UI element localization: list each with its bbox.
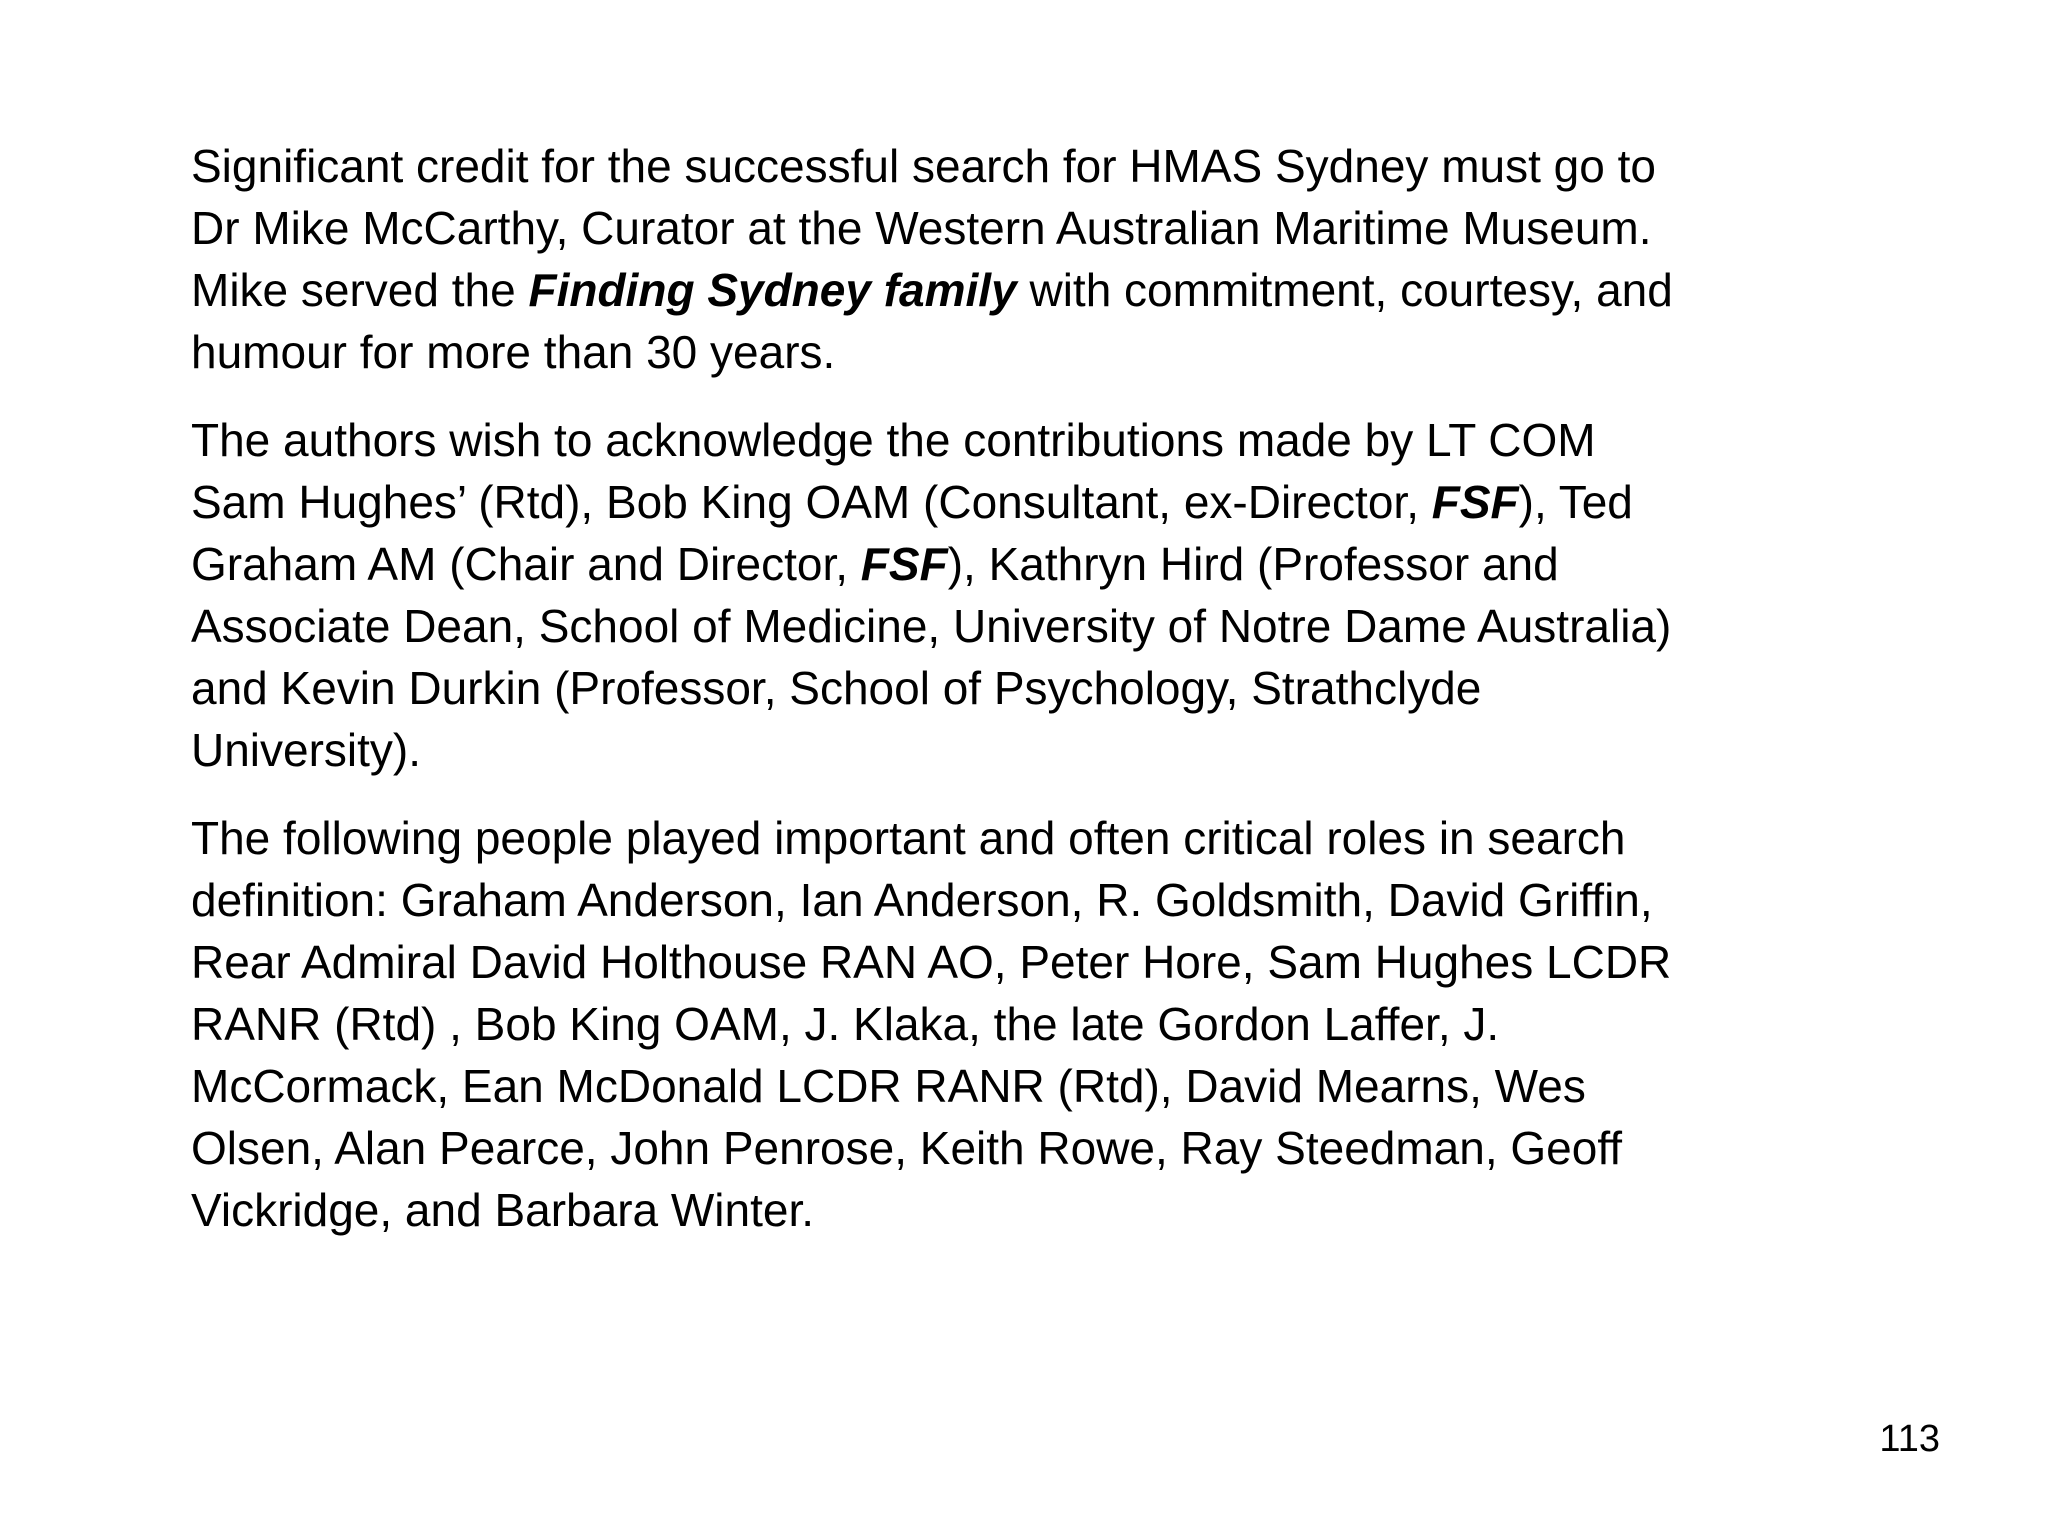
text-line [191, 657, 1911, 719]
text-line [191, 807, 1911, 869]
text-line [191, 1117, 1911, 1179]
text-line [191, 1179, 1911, 1241]
text-segment: ), Ted [1518, 476, 1633, 528]
text-segment: Olsen, Alan Pearce, John Penrose, Keith Rowe, Ray Steedman, Geoff [191, 1122, 1623, 1174]
text-segment: McCormack, Ean McDonald LCDR RANR (Rtd), David Mearns, Wes [191, 1060, 1586, 1112]
text-line [191, 931, 1911, 993]
page-number: 113 [1879, 1418, 1940, 1460]
text-segment: humour for more than 30 years. [191, 326, 836, 378]
text-line [191, 409, 1911, 471]
text-line [191, 471, 1911, 533]
text-segment: and Kevin Durkin (Professor, School of Psychology, Strathclyde [191, 662, 1482, 714]
text-segment: RANR (Rtd) , Bob King OAM, J. Klaka, the late Gordon Laffer, J. [191, 998, 1500, 1050]
text-segment: The following people played important and often critical roles in search [191, 812, 1626, 864]
paragraph-3 [191, 807, 1911, 1241]
paragraph-1 [191, 135, 1911, 383]
text-line [191, 1055, 1911, 1117]
text-line [191, 993, 1911, 1055]
text-line [191, 719, 1911, 781]
text-line [191, 259, 1911, 321]
text-line [191, 135, 1911, 197]
text-line [191, 869, 1911, 931]
text-line [191, 533, 1911, 595]
text-segment: The authors wish to acknowledge the contributions made by LT COM [191, 414, 1596, 466]
text-segment: University). [191, 724, 422, 776]
text-line [191, 321, 1911, 383]
emphasis-text: Finding Sydney family [528, 264, 1017, 316]
text-segment: Graham AM (Chair and Director, [191, 538, 861, 590]
text-segment: Dr Mike McCarthy, Curator at the Western Australian Maritime Museum. [191, 202, 1652, 254]
text-segment: Mike served the [191, 264, 529, 316]
text-line [191, 197, 1911, 259]
text-line [191, 595, 1911, 657]
text-segment: Sam Hughes’ (Rtd), Bob King OAM (Consultant, ex-Director, [191, 476, 1432, 528]
text-segment: definition: Graham Anderson, Ian Anderson, R. Goldsmith, David Griffin, [191, 874, 1653, 926]
text-segment: ), Kathryn Hird (Professor and [947, 538, 1559, 590]
text-segment: Associate Dean, School of Medicine, University of Notre Dame Australia) [191, 600, 1672, 652]
acknowledgements-body [191, 135, 1911, 1267]
text-segment: Significant credit for the successful search for HMAS Sydney must go to [191, 140, 1656, 192]
paragraph-2 [191, 409, 1911, 781]
text-segment: with commitment, courtesy, and [1016, 264, 1673, 316]
emphasis-text: FSF [1431, 476, 1519, 528]
emphasis-text: FSF [860, 538, 948, 590]
text-segment: Rear Admiral David Holthouse RAN AO, Peter Hore, Sam Hughes LCDR [191, 936, 1672, 988]
text-segment: Vickridge, and Barbara Winter. [191, 1184, 815, 1236]
